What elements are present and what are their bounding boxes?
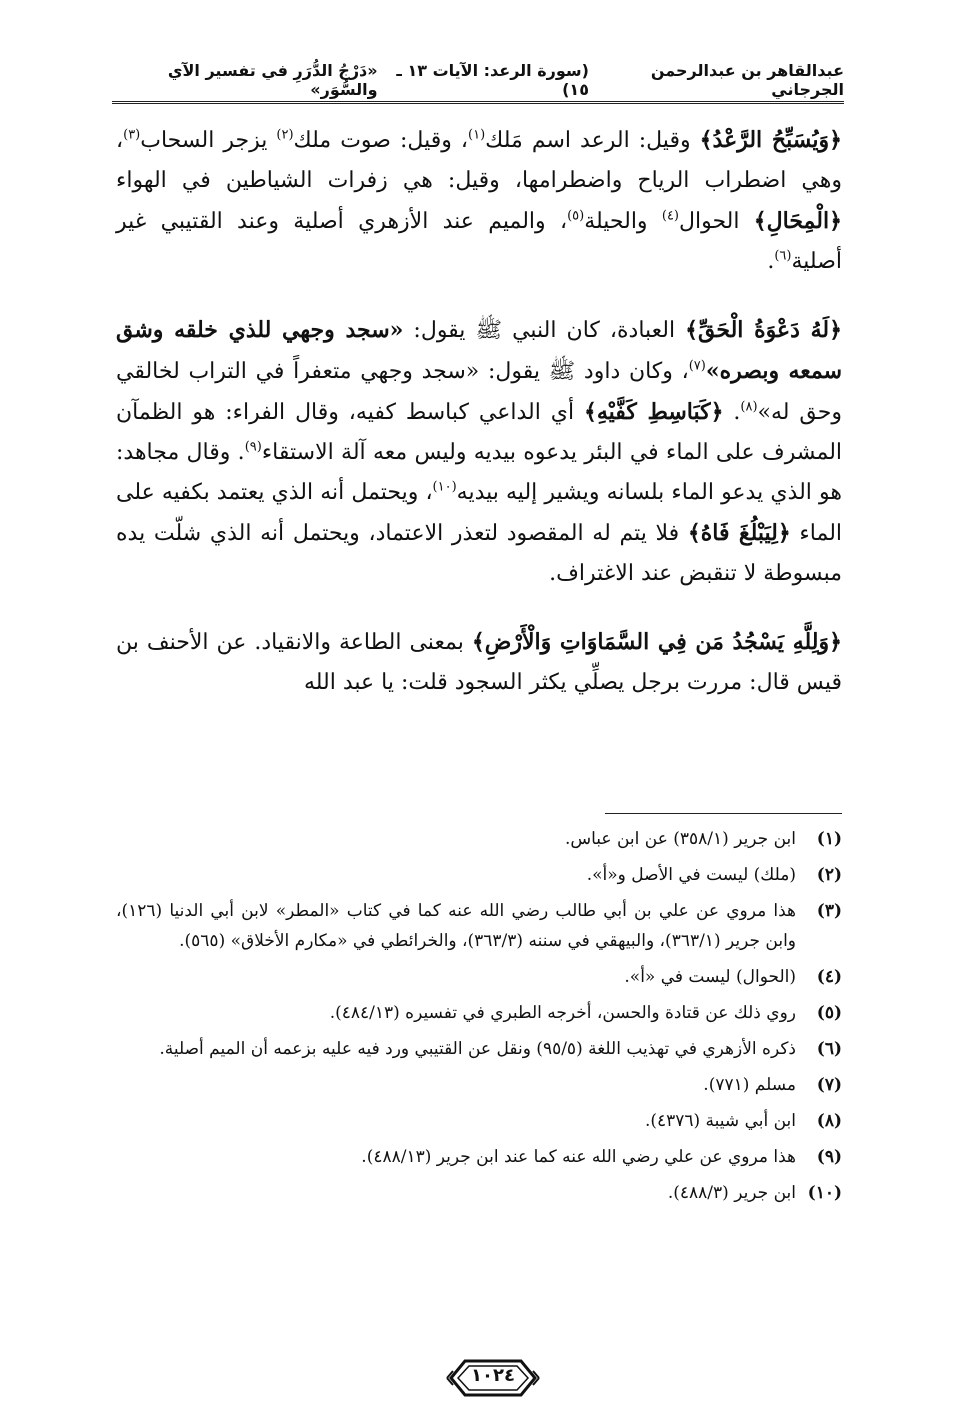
- page-number: ١٠٢٤: [471, 1365, 515, 1386]
- footnote-ref: (٤): [661, 208, 679, 224]
- footnote-ref: (١٠): [432, 479, 457, 495]
- quran-quote: ﴿الْمِحَالِ﴾: [753, 208, 842, 234]
- footnote-ref: (٥): [567, 208, 585, 224]
- footnote-number: (٩): [816, 1147, 842, 1167]
- text-run: بمعنى الطاعة والانقياد. عن الأحنف بن قيس قال: مررت برجل يصلِّي يكثر السجود قلت: يا عبد الله: [116, 630, 842, 695]
- footnote-item: [116, 1034, 842, 1064]
- footnote-item: [116, 1178, 842, 1208]
- text-run: .: [767, 249, 775, 274]
- text-run: . وقال مجاهد: هو الذي يدعو الماء بلسانه ويشير إليه بيديه: [116, 440, 842, 505]
- footnote-text: ابن جرير (٤٨٨/٣).: [667, 1183, 796, 1203]
- footnote-number: (٣): [816, 901, 842, 921]
- text-run: ، وقيل: صوت ملك: [293, 128, 469, 153]
- footnote-number: (٤): [816, 967, 842, 987]
- footnote-ref: (١): [468, 127, 486, 143]
- footnote-text: ذكره الأزهري في تهذيب اللغة (٩٥/٥) ونقل عن القتيبي ورد فيه عليه بزعمه أن الميم أصلية.: [159, 1039, 796, 1059]
- footnote-text: هذا مروي عن علي رضي الله عنه كما عند ابن جرير (٤٨٨/١٣).: [361, 1147, 796, 1167]
- footnote-ref: (٧): [688, 358, 706, 374]
- main-text: [116, 120, 842, 703]
- header-divider: [112, 101, 844, 104]
- footnote-item: [116, 1070, 842, 1100]
- footnote-text: (ملك) ليست في الأصل و«أ».: [586, 865, 796, 885]
- footnote-text: ابن جرير (٣٥٨/١) عن ابن عباس.: [564, 829, 796, 849]
- quran-quote: ﴿وَيُسَبِّحُ الرَّعْدُ﴾: [699, 127, 842, 153]
- quran-quote: ﴿لِيَبْلُغَ فَاهُ﴾: [687, 520, 791, 546]
- text-run: ، وكان داود ﷺ يقول: «سجد وجهي متعفراً في التراب لخالقي وحق له»: [116, 359, 842, 425]
- header-surah: (سورة الرعد: الآيات ١٣ ـ ١٥): [396, 61, 589, 99]
- footnote-divider: [605, 813, 842, 814]
- hadith-quote: «سجد وجهي للذي خلقه وشق سمعه وبصره»: [116, 317, 843, 384]
- footnote-ref: (٦): [774, 248, 792, 264]
- text-run: .: [723, 400, 741, 425]
- footnote-number: (٥): [816, 1003, 842, 1023]
- text-run: وقيل: الرعد اسم مَلك: [485, 128, 700, 153]
- footnote-item: [116, 1106, 842, 1136]
- footnote-number: (١): [816, 829, 842, 849]
- text-run: فلا يتم له المقصود لتعذر الاعتماد، ويحتمل أنه الذي شلّت يده مبسوطة لا تنقبض عند الاغتراف.: [116, 521, 842, 586]
- text-run: والحيلة: [584, 209, 662, 234]
- footnote-number: (١٠): [807, 1183, 842, 1203]
- text-run: العبادة، كان النبي ﷺ يقول:: [403, 318, 686, 343]
- footnote-ref: (٨): [740, 399, 758, 415]
- footnote-number: (٦): [816, 1039, 842, 1059]
- text-run: أي الداعي كباسط كفيه، وقال الفراء: هو الظمآن المشرف على الماء في البئر يدعوه بيديه وليس معه آلة الاستقاء: [116, 400, 843, 465]
- footnote-text: روي ذلك عن قتادة والحسن، أخرجه الطبري في تفسيره (٤٨٤/١٣).: [329, 1003, 796, 1023]
- header-book-title: «دَرْجُ الدُّرَرِ في تفسير الآي والسُّوَر»: [167, 61, 378, 99]
- footnote-number: (٧): [816, 1075, 842, 1095]
- text-run: يزجر السحاب: [140, 128, 277, 153]
- footnote-text: مسلم (٧٧١).: [703, 1075, 796, 1095]
- footnote-text: ابن أبي شيبة (٤٣٧٦).: [644, 1111, 796, 1131]
- text-run: ، ويحتمل أنه الذي يعتمد بكفيه على الماء: [116, 480, 843, 546]
- footnote-item: [116, 962, 842, 992]
- header-author: عبدالقاهر بن عبدالرحمن الجرجاني: [650, 61, 844, 99]
- paragraph-2: [116, 310, 842, 594]
- running-header: [112, 60, 844, 100]
- footnote-item: [116, 824, 842, 854]
- footnote-ref: (٢): [276, 127, 294, 143]
- paragraph-1: [116, 120, 842, 282]
- footnote-text: (الحوال) ليست في «أ».: [624, 967, 796, 987]
- footnote-ref: (٩): [244, 439, 262, 455]
- quran-quote: ﴿وَلِلَّهِ يَسْجُدُ مَن فِي السَّمَاوَاتِ وَالْأَرْضِ﴾: [471, 629, 842, 655]
- footnote-number: (٨): [816, 1111, 842, 1131]
- footnote-ref: (٣): [123, 127, 141, 143]
- footnote-text: هذا مروي عن علي بن أبي طالب رضي الله عنه كما في كتاب «المطر» لابن أبي الدنيا (١٢٦)، وابن جرير (٣٦٣/١)، والبيهقي في سننه (٣٦٣/٣)، والخرائطي في «مكارم الأخلاق» (٥٦٥).: [116, 901, 796, 951]
- footnote-item: [116, 1142, 842, 1172]
- footnote-item: [116, 896, 842, 956]
- footnote-number: (٢): [816, 865, 842, 885]
- quran-quote: ﴿لَهُ دَعْوَةُ الْحَقِّ﴾: [685, 317, 842, 343]
- quran-quote: ﴿كَبَاسِطِ كَفَّيْهِ﴾: [583, 399, 724, 425]
- footnote-item: [116, 998, 842, 1028]
- footnotes: [116, 824, 842, 1214]
- paragraph-3: [116, 622, 842, 703]
- text-run: الحوال: [679, 209, 754, 234]
- text-run: ، وهي اضطراب الرياح واضطرامها، وقيل: هي زفرات الشياطين في الهواء: [116, 128, 842, 193]
- page-number-badge: [445, 1357, 541, 1399]
- text-run: ، والميم عند الأزهري أصلية وعند القتيبي غير أصلية: [116, 209, 842, 274]
- footnote-item: [116, 860, 842, 890]
